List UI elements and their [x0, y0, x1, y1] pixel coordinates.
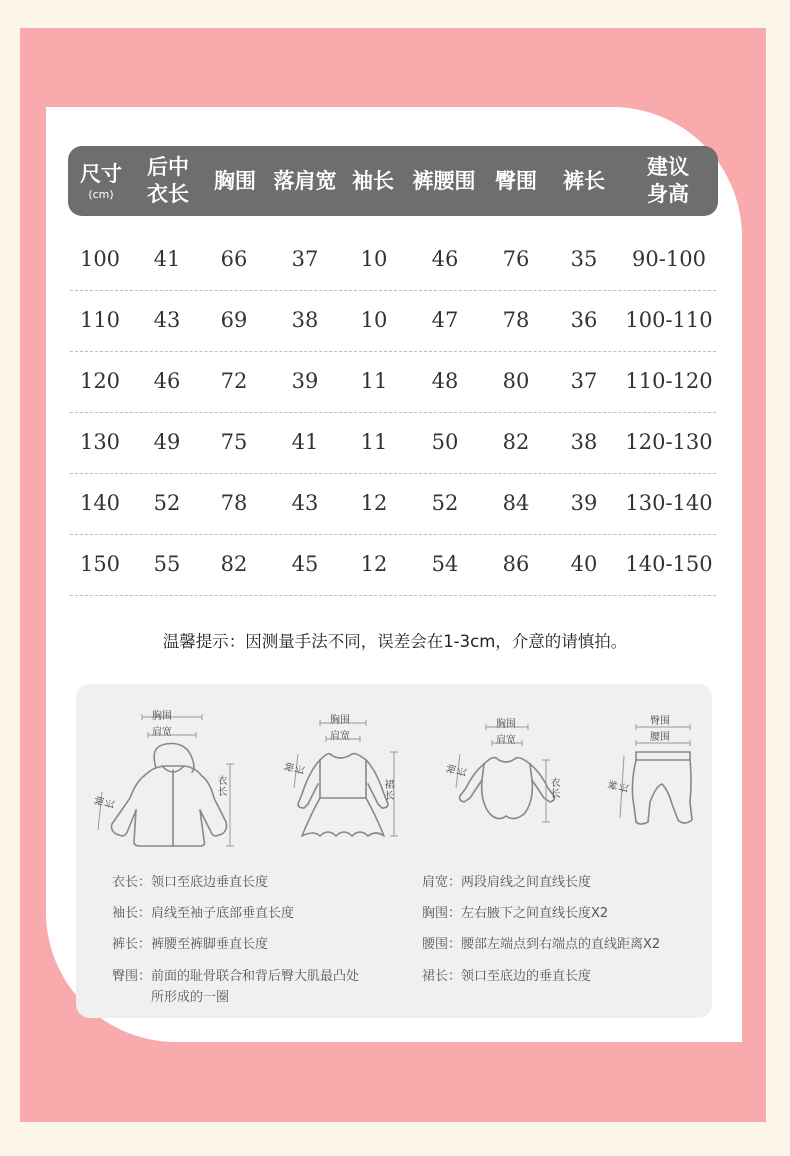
- definition-waist: [422, 934, 660, 955]
- jacket-chest-label: 胸围: [152, 711, 172, 722]
- pants-length-label: 裤长: [607, 779, 632, 795]
- table-cell: 140: [79, 491, 121, 515]
- dress-sleeve-label: 袖长: [283, 761, 308, 777]
- table-cell: 86: [502, 552, 530, 576]
- dress-shoulder-label: 肩宽: [330, 731, 350, 742]
- table-cell: 55: [153, 552, 181, 576]
- table-cell: 90-100: [632, 247, 706, 271]
- table-row: [70, 534, 716, 596]
- header-height-line1: 建议: [647, 155, 689, 179]
- definition-term: 衣长：: [112, 875, 152, 890]
- table-cell: 110-120: [625, 369, 713, 393]
- definition-term: 袖长：: [112, 906, 152, 921]
- table-cell: 41: [153, 247, 181, 271]
- header-back-length: [134, 146, 202, 216]
- table-cell: 110: [79, 308, 121, 332]
- table-cell: 66: [220, 247, 248, 271]
- table-cell: 140-150: [625, 552, 713, 576]
- table-cell: 84: [502, 491, 530, 515]
- romper-chest-label: 胸围: [496, 719, 516, 730]
- table-cell: 50: [431, 430, 459, 454]
- dress-chest-label: 胸围: [330, 715, 350, 726]
- jacket-diagram: [93, 706, 246, 851]
- definition-desc: 领口至底边的垂直长度: [461, 969, 592, 984]
- definition-desc-line1: 前面的耻骨联合和背后臀大肌最凸处: [151, 969, 360, 984]
- table-cell: 69: [220, 308, 248, 332]
- header-sleeve-label: 袖长: [352, 168, 394, 193]
- table-cell: 45: [291, 552, 319, 576]
- header-shoulder-label: 落肩宽: [273, 168, 337, 193]
- table-row: [70, 473, 716, 535]
- definition-pants-length: [112, 934, 268, 955]
- definition-desc: 两段肩线之间直线长度: [461, 875, 592, 890]
- table-cell: 11: [360, 369, 388, 393]
- header-hip-label: 臀围: [495, 168, 537, 193]
- definition-term: 肩宽：: [422, 875, 462, 890]
- definition-chest: [422, 903, 608, 924]
- definition-desc: 左右腋下之间直线长度X2: [461, 906, 609, 921]
- measurement-tip: 温馨提示：因测量手法不同，误差会在1-3cm，介意的请慎拍。: [162, 632, 628, 651]
- table-cell: 37: [291, 247, 319, 271]
- table-cell: 78: [220, 491, 248, 515]
- definition-term: 胸围：: [422, 906, 462, 921]
- table-cell: 43: [153, 308, 181, 332]
- definition-term: 臀围：: [112, 969, 152, 984]
- romper-shoulder-label: 肩宽: [496, 735, 516, 746]
- table-cell: 100-110: [625, 308, 713, 332]
- header-waist: [402, 146, 486, 216]
- jacket-shoulder-label: 肩宽: [152, 727, 172, 738]
- jacket-length-label: 衣长: [217, 776, 228, 798]
- table-cell: 120: [79, 369, 121, 393]
- definition-skirt: [422, 966, 591, 987]
- table-row: [70, 290, 716, 352]
- jacket-sleeve-label: 袖长: [93, 795, 118, 811]
- table-row: [70, 229, 716, 291]
- table-cell: 35: [570, 247, 598, 271]
- header-size-label: 尺寸: [80, 162, 122, 186]
- table-cell: 54: [431, 552, 459, 576]
- header-back-length-line1: 后中: [147, 155, 189, 179]
- table-cell: 37: [570, 369, 598, 393]
- table-cell: 12: [360, 491, 388, 515]
- table-cell: 47: [431, 308, 459, 332]
- header-size: [70, 146, 132, 216]
- table-cell: 38: [291, 308, 319, 332]
- header-waist-label: 裤腰围: [412, 168, 476, 193]
- table-cell: 82: [220, 552, 248, 576]
- header-size-unit: (cm): [88, 188, 114, 201]
- table-cell: 76: [502, 247, 530, 271]
- table-cell: 38: [570, 430, 598, 454]
- table-row: [70, 412, 716, 474]
- romper-length-label: 衣长: [550, 778, 561, 800]
- header-pants-length: [554, 146, 614, 216]
- header-back-length-line2: 衣长: [147, 182, 189, 206]
- romper-diagram: [445, 716, 570, 831]
- header-height-line2: 身高: [647, 182, 689, 206]
- definition-length: [112, 872, 268, 893]
- table-header: [68, 146, 718, 216]
- table-cell: 49: [153, 430, 181, 454]
- table-cell: 43: [291, 491, 319, 515]
- definition-hip: [112, 966, 359, 1008]
- header-shoulder: [265, 146, 345, 216]
- table-cell: 130-140: [625, 491, 713, 515]
- dress-icon: [290, 712, 410, 842]
- table-cell: 46: [431, 247, 459, 271]
- header-pants-length-label: 裤长: [563, 168, 605, 193]
- table-cell: 130: [79, 430, 121, 454]
- table-cell: 75: [220, 430, 248, 454]
- table-cell: 48: [431, 369, 459, 393]
- definition-term: 裙长：: [422, 969, 462, 984]
- header-height: [632, 146, 704, 216]
- table-cell: 11: [360, 430, 388, 454]
- table-cell: 150: [79, 552, 121, 576]
- definition-term: 裤长：: [112, 937, 152, 952]
- pants-diagram: [606, 706, 698, 831]
- definition-shoulder: [422, 872, 591, 893]
- header-chest-label: 胸围: [214, 168, 256, 193]
- table-cell: 52: [153, 491, 181, 515]
- definition-desc-line2: 所形成的一圈: [151, 990, 230, 1005]
- table-cell: 78: [502, 308, 530, 332]
- header-sleeve: [344, 146, 402, 216]
- pants-hip-label: 臀围: [650, 716, 670, 727]
- table-cell: 80: [502, 369, 530, 393]
- table-cell: 10: [360, 308, 388, 332]
- definition-desc: 裤腰至裤脚垂直长度: [151, 937, 269, 952]
- pants-waist-label: 腰围: [650, 732, 670, 743]
- definition-desc: 领口至底边垂直长度: [151, 875, 269, 890]
- table-cell: 39: [570, 491, 598, 515]
- dress-diagram: [283, 712, 410, 842]
- table-cell: 39: [291, 369, 319, 393]
- definition-sleeve: [112, 903, 294, 924]
- table-cell: 36: [570, 308, 598, 332]
- table-cell: 40: [570, 552, 598, 576]
- table-cell: 46: [153, 369, 181, 393]
- table-row: [70, 351, 716, 413]
- table-cell: 72: [220, 369, 248, 393]
- header-hip: [486, 146, 546, 216]
- table-cell: 41: [291, 430, 319, 454]
- definition-term: 腰围：: [422, 937, 462, 952]
- table-cell: 12: [360, 552, 388, 576]
- table-cell: 82: [502, 430, 530, 454]
- definition-desc: [151, 966, 359, 1008]
- definition-desc: 腰部左端点到右端点的直线距离X2: [461, 937, 661, 952]
- romper-sleeve-label: 袖长: [445, 763, 470, 779]
- table-cell: 10: [360, 247, 388, 271]
- dress-skirt-label: 裙长: [384, 780, 395, 802]
- table-cell: 100: [79, 247, 121, 271]
- header-chest: [204, 146, 266, 216]
- table-cell: 120-130: [625, 430, 713, 454]
- definition-desc: 肩线至袖子底部垂直长度: [151, 906, 295, 921]
- table-cell: 52: [431, 491, 459, 515]
